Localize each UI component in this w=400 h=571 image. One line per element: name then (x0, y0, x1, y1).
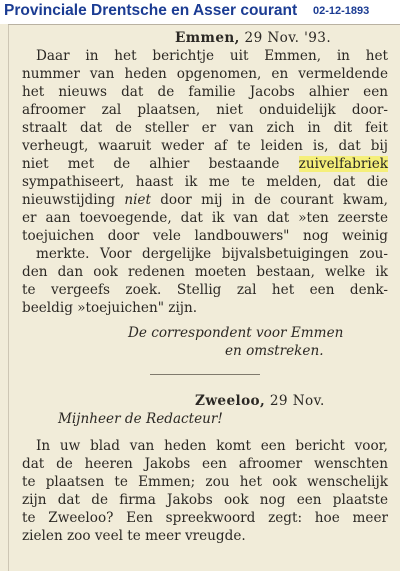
clipping-header (0, 0, 400, 24)
article-line: het nieuws dat de familie Jacobs alhier een (22, 84, 388, 100)
article-line (22, 191, 388, 209)
article-line: verheugt, waaruit weder af te leiden is, dat bij (22, 138, 388, 154)
article-line: straalt dat de steller er van zich in dit feit (22, 120, 388, 136)
article-line: toejuichen door vele landbouwers" nog weinig (22, 228, 388, 244)
heading-date: 29 Nov. (265, 393, 325, 409)
article-line: In uw blad van heden komt een bericht voor, (36, 438, 388, 454)
line-text: nieuwstijding (22, 192, 116, 208)
line-text: door mij in de courant kwam, (160, 192, 389, 208)
article-line: te Zweeloo? Een spreekwoord zegt: hoe meer (22, 510, 388, 526)
article-line: den dan ook redenen moeten bestaan, welke ik (22, 264, 388, 280)
article-line: afroomer zal plaatsen, niet onduidelijk door- (22, 102, 388, 118)
heading-date: 29 Nov. '93. (239, 30, 332, 46)
article-heading (195, 392, 325, 410)
article-line: Daar in het berichtje uit Emmen, in het (36, 48, 388, 64)
article-line: sympathiseert, haast ik me te melden, dat die (22, 174, 388, 190)
heading-place: Zweeloo, (195, 393, 266, 409)
heading-place: Emmen, (175, 30, 240, 46)
newspaper-title: Provinciale Drentsche en Asser courant (4, 2, 298, 19)
article-divider (150, 374, 260, 375)
publication-date: 02-12-1893 (313, 5, 370, 17)
emphasis-word: niet (124, 192, 151, 208)
article-line: zijn dat de firma Jakobs ook nog een plaatste (22, 492, 388, 508)
article-line: merkte. Voor dergelijke bijvalsbetuigingen zou- (36, 246, 388, 262)
article-line: te vergeefs zoek. Stellig zal het een denk- (22, 282, 388, 298)
article-line: dat de heeren Jakobs een afroomer wenschten (22, 456, 388, 472)
article-line: er aan toevoegende, dat ik van dat »ten zeerste (22, 210, 388, 226)
salutation: Mijnheer de Redacteur! (58, 411, 223, 427)
article-heading (175, 29, 331, 47)
article-line: te plaatsen te Emmen; zou het ook wenschelijk (22, 474, 388, 490)
article-line (22, 155, 388, 173)
top-border (8, 24, 400, 25)
signature-line-1: De correspondent voor Emmen (128, 325, 344, 341)
left-border (8, 25, 9, 571)
article-line: beeldig »toejuichen" zijn. (22, 300, 198, 316)
article-line: zielen zoo veel te meer vreugde. (22, 528, 246, 544)
article-line: nummer van heden opgenomen, en vermeldende (22, 66, 388, 82)
signature-line-2: en omstreken. (225, 343, 324, 359)
highlighted-word: zuivelfabriek (298, 156, 388, 172)
line-text: niet met de alhier bestaande (22, 156, 280, 172)
